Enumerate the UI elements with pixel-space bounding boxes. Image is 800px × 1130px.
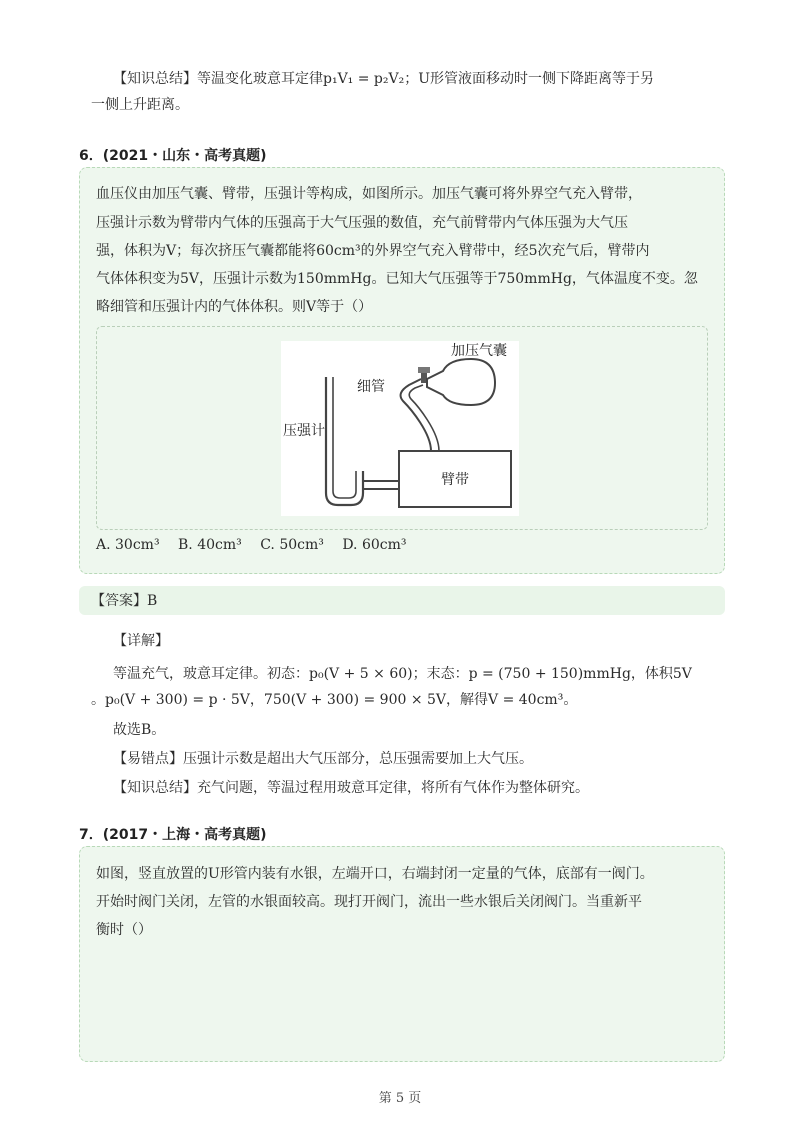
q6-figure xyxy=(281,341,519,516)
q6-answer-bar xyxy=(79,586,725,615)
q6-option-c[interactable]: C. 50cm³ xyxy=(260,537,324,553)
thin-tube-outer xyxy=(401,379,431,451)
q6-mistake: 【易错点】压强计示数是超出大气压部分，总压强需要加上大气压。 xyxy=(113,751,533,767)
top-summary-line1: 【知识总结】等温变化玻意耳定律p₁V₁ = p₂V₂；U形管液面移动时一侧下降距离等于另 xyxy=(113,71,655,87)
q6-stem-line5: 略细管和压强计内的气体体积。则V等于（） xyxy=(96,299,373,315)
bulb-shape xyxy=(427,359,495,405)
q6-stem-line4: 气体体积变为5V，压强计示数为150mmHg。已知大气压强等于750mmHg，气体温度不变。忽 xyxy=(96,271,698,287)
label-tube: 细管 xyxy=(357,379,385,395)
q6-option-a[interactable]: A. 30cm³ xyxy=(96,537,160,553)
q7-stem-line3: 衡时（） xyxy=(96,922,152,938)
q6-explain-line1: 等温充气，玻意耳定律。初态：p₀(V + 5 × 60)；末态：p = (750 + 150)mmHg，体积5V xyxy=(113,666,692,682)
label-cuff: 臂带 xyxy=(441,472,469,488)
q7-stem-line1: 如图，竖直放置的U形管内装有水银，左端开口，右端封闭一定量的气体，底部有一阀门。 xyxy=(96,866,654,882)
q6-stem-line3: 强，体积为V；每次挤压气囊都能将60cm³的外界空气充入臂带中，经5次充气后，臂带内 xyxy=(96,243,650,259)
q6-option-b[interactable]: B. 40cm³ xyxy=(178,537,242,553)
q6-explain-line3: 故选B。 xyxy=(113,722,166,738)
label-bulb: 加压气囊 xyxy=(451,343,507,359)
top-summary-line2: 一侧上升距离。 xyxy=(91,97,189,113)
page-number: 第 5 页 xyxy=(378,1091,422,1106)
q6-options xyxy=(96,537,420,553)
gauge-inner-tube xyxy=(333,377,356,498)
q6-explain-title: 【详解】 xyxy=(113,633,169,649)
q6-heading: 6．(2021・山东・高考真题) xyxy=(79,148,267,164)
q6-stem-line2: 压强计示数为臂带内气体的压强高于大气压强的数值，充气前臂带内气体压强为大气压 xyxy=(96,215,628,231)
q7-stem-line2: 开始时阀门关闭，左管的水银面较高。现打开阀门，流出一些水银后关闭阀门。当重新平 xyxy=(96,894,642,910)
blood-pressure-meter-diagram xyxy=(281,341,519,516)
q6-explain-line2: 。p₀(V + 300) = p · 5V，750(V + 300) = 900 × 5V，解得V = 40cm³。 xyxy=(91,692,578,708)
q6-summary: 【知识总结】充气问题，等温过程用玻意耳定律，将所有气体作为整体研究。 xyxy=(113,780,589,796)
gauge-outer-tube xyxy=(326,377,363,505)
label-gauge: 压强计 xyxy=(283,423,325,439)
thin-tube-inner xyxy=(409,385,439,451)
q7-heading: 7．(2017・上海・高考真题) xyxy=(79,827,267,843)
q6-option-d[interactable]: D. 60cm³ xyxy=(342,537,407,553)
q6-stem-line1: 血压仪由加压气囊、臂带，压强计等构成，如图所示。加压气囊可将外界空气充入臂带， xyxy=(96,186,642,202)
valve-cap xyxy=(418,367,430,373)
q6-answer: 【答案】B xyxy=(91,593,158,609)
